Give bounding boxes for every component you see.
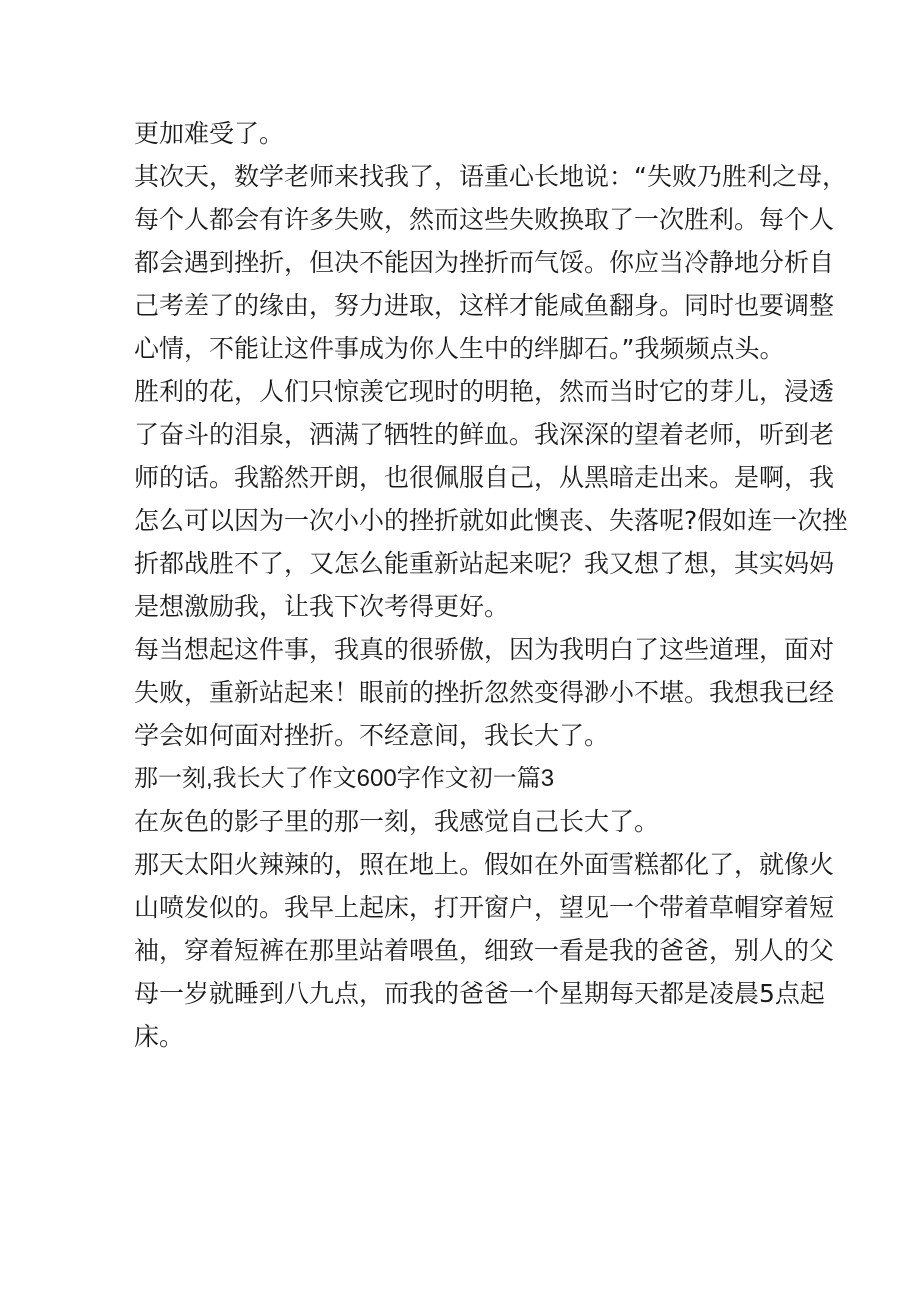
- text-line: 母一岁就睡到八九点，而我的爸爸一个星期每天都是凌晨5点起: [134, 979, 825, 1008]
- paragraph: [134, 843, 835, 1058]
- text-line: 每个人都会有许多失败，然而这些失败换取了一次胜利。每个人: [134, 205, 835, 234]
- paragraph: [134, 800, 794, 843]
- text-line: 是想激励我，让我下次考得更好。: [134, 592, 510, 621]
- text-line: 都会遇到挫折，但决不能因为挫折而气馁。你应当冷静地分析自: [134, 248, 835, 277]
- text-line: 怎么可以因为一次小小的挫折就如此懊丧、失落呢?假如连一次挫: [134, 506, 848, 535]
- text-line: 胜利的花，人们只惊羡它现时的明艳，然而当时它的芽儿，浸透: [134, 377, 835, 406]
- text-line: 己考差了的缘由，努力进取，这样才能咸鱼翻身。同时也要调整: [134, 291, 835, 320]
- paragraph: [134, 628, 835, 757]
- section-heading: [134, 757, 794, 800]
- text-line: 失败，重新站起来！眼前的挫折忽然变得渺小不堪。我想我已经: [134, 678, 835, 707]
- paragraph: [134, 112, 794, 155]
- paragraph: [134, 370, 848, 628]
- text-line: 在灰色的影子里的那一刻，我感觉自己长大了。: [134, 807, 660, 836]
- text-line: 山喷发似的。我早上起床，打开窗户，望见一个带着草帽穿着短: [134, 893, 835, 922]
- text-line: 每当想起这件事，我真的很骄傲，因为我明白了这些道理，面对: [134, 635, 835, 664]
- text-line: 袖，穿着短裤在那里站着喂鱼，细致一看是我的爸爸，别人的父: [134, 936, 835, 965]
- text-line: 心情，不能让这件事成为你人生中的绊脚石。”我频频点头。: [134, 334, 785, 363]
- heading-line: 那一刻,我长大了作文600字作文初一篇3: [134, 765, 555, 792]
- text-line: 学会如何面对挫折。不经意间，我长大了。: [134, 721, 610, 750]
- text-line: 床。: [134, 1022, 185, 1051]
- text-line: 其次天，数学老师来找我了，语重心长地说：“失败乃胜利之母，: [134, 162, 847, 191]
- document-body: [134, 112, 848, 1058]
- text-line: 折都战胜不了，又怎么能重新站起来呢？我又想了想，其实妈妈: [134, 549, 835, 578]
- text-line: 师的话。我豁然开朗，也很佩服自己，从黑暗走出来。是啊，我: [134, 463, 835, 492]
- text-line: 了奋斗的泪泉，洒满了牺牲的鲜血。我深深的望着老师，听到老: [134, 420, 835, 449]
- text-line: 更加难受了。: [134, 119, 285, 148]
- text-line: 那天太阳火辣辣的，照在地上。假如在外面雪糕都化了，就像火: [134, 850, 835, 879]
- paragraph: [134, 155, 847, 370]
